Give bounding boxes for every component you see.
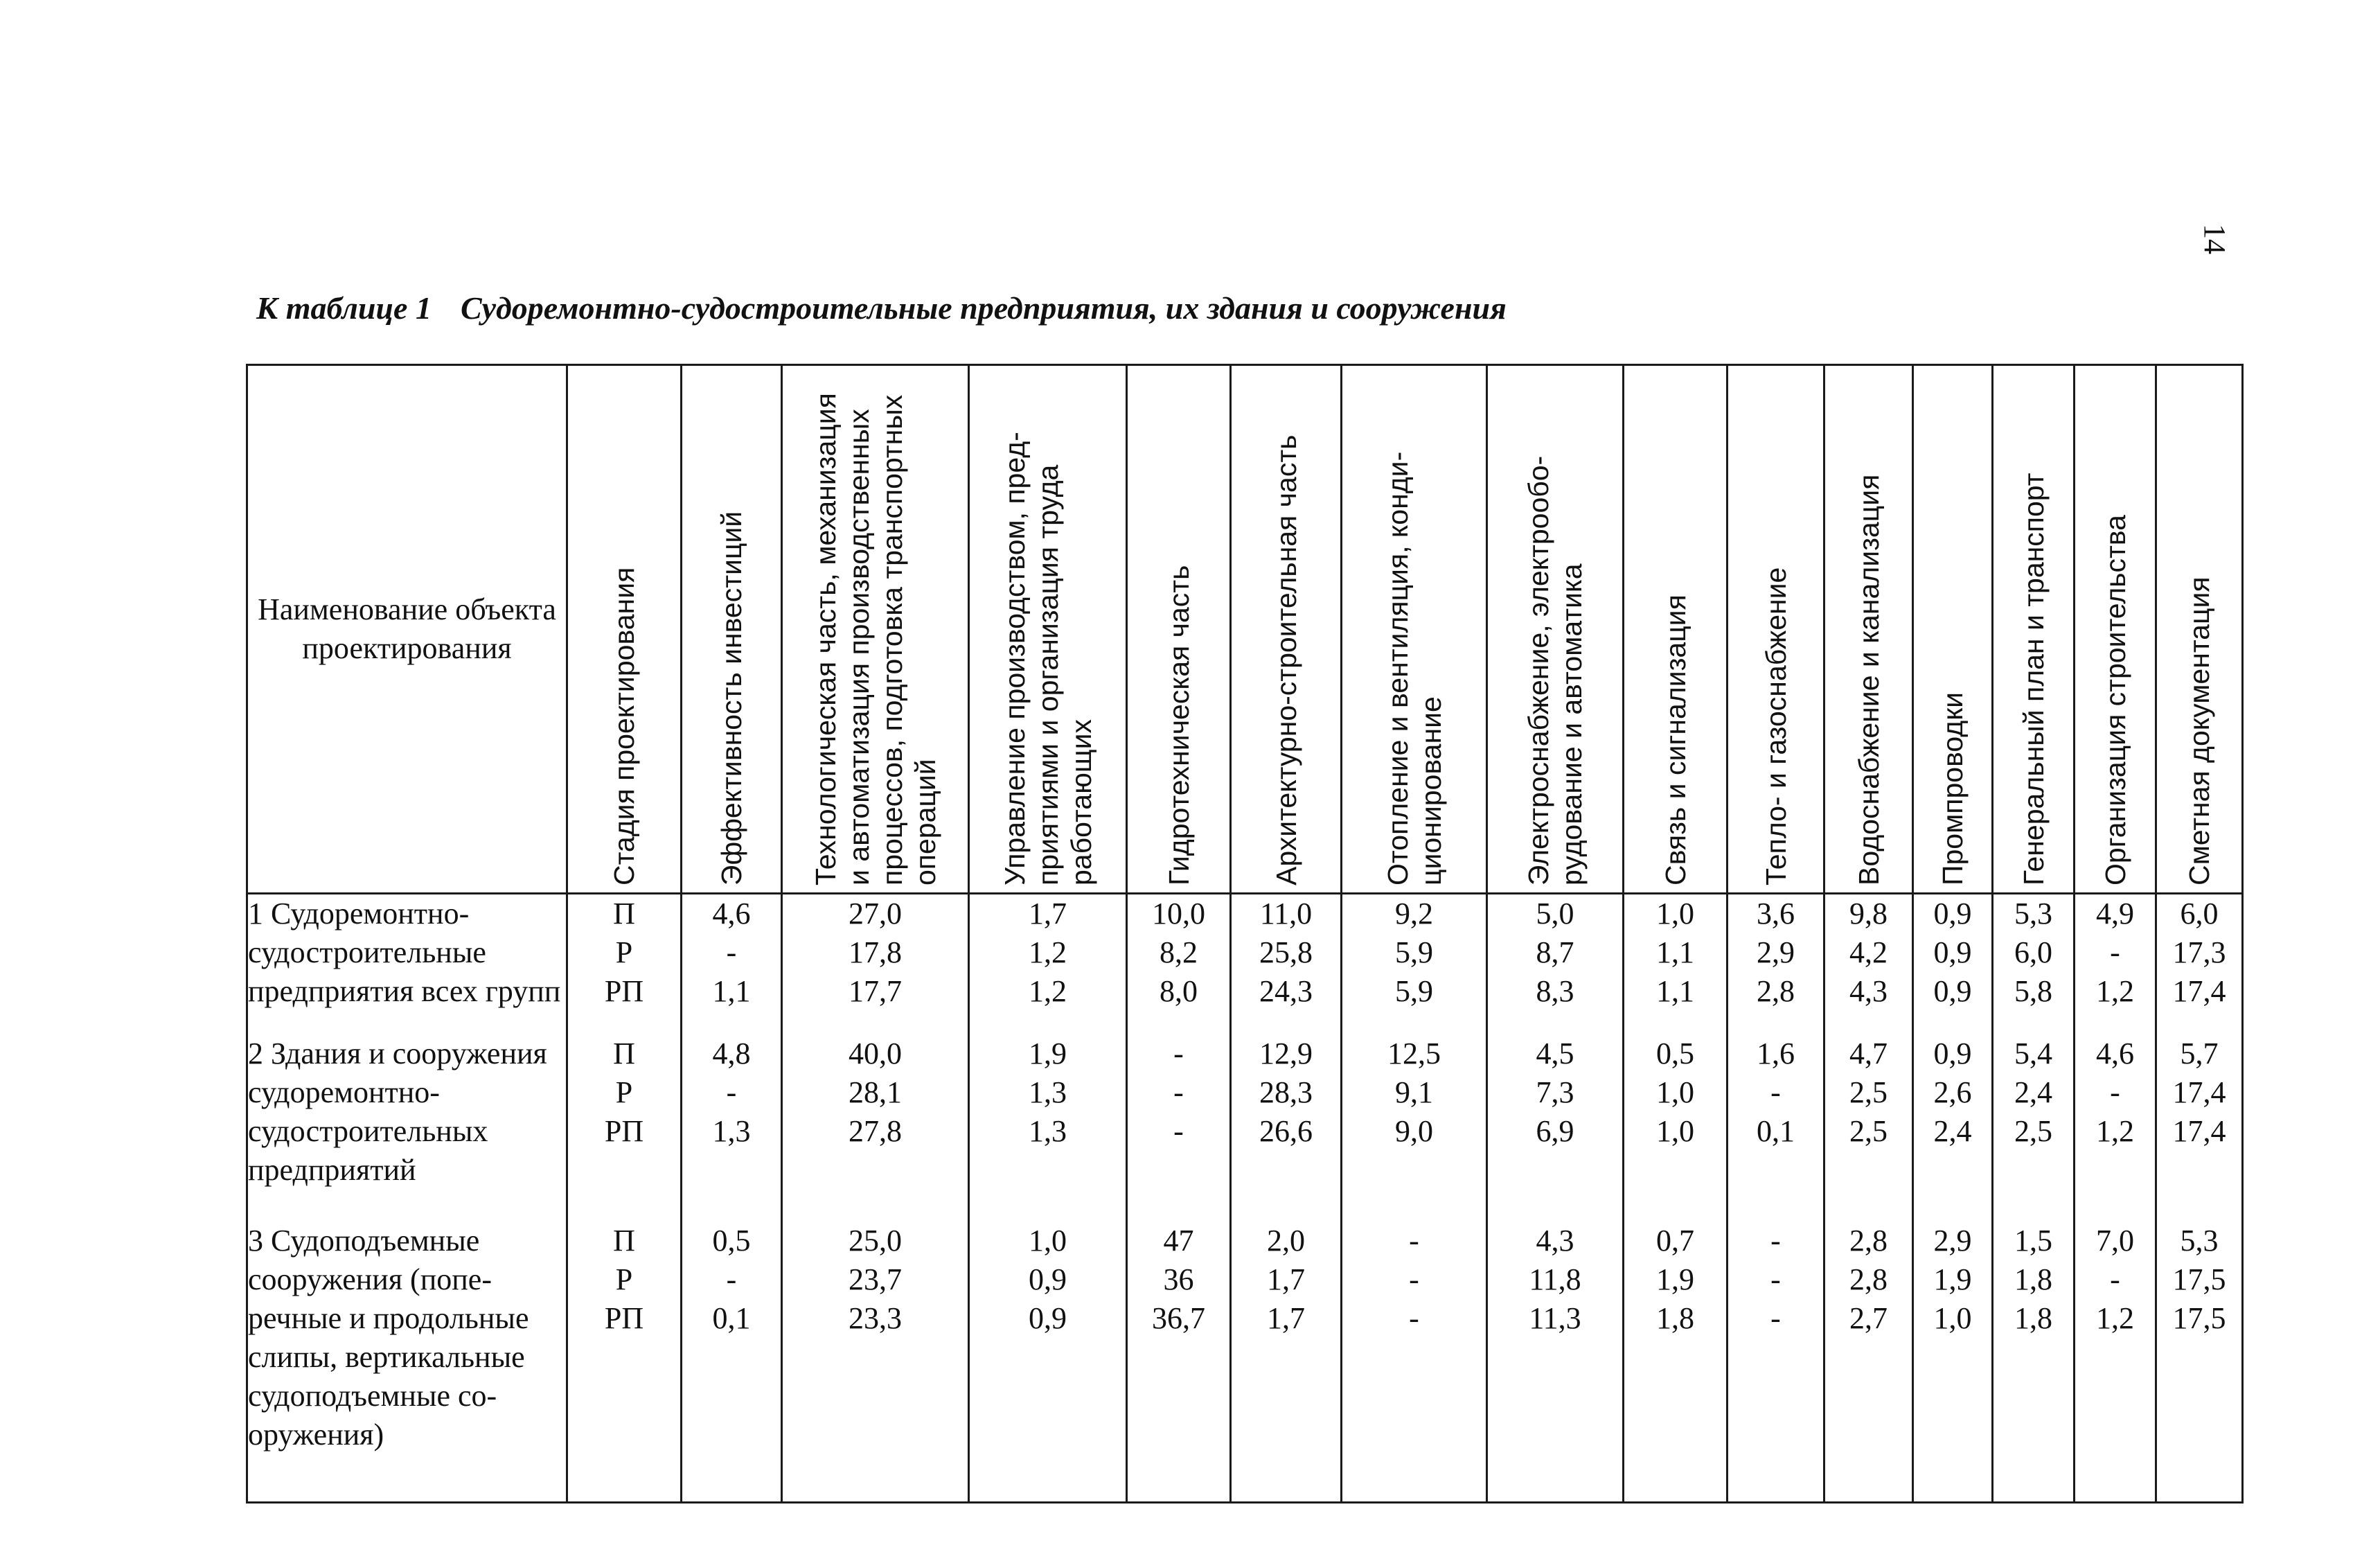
header-text-stage: Стадия проектирования [608,567,640,885]
header-text-hydro: Гидротехническая часть [1162,565,1195,885]
cell-value: 0,1 [1757,1114,1795,1149]
value-cell [1487,1222,1624,1503]
value-cell [1231,1222,1342,1503]
value-cell [1993,1222,2075,1503]
cell-value: 1,0 [1656,1075,1694,1110]
cell-value: 6,0 [2014,935,2052,969]
table-row [247,1222,2243,1503]
cell-value: 1,5 [2014,1223,2052,1258]
table-row [247,1034,2243,1221]
cell-value: 1,9 [1656,1262,1694,1296]
header-text-electrical: Электроснабжение, электрооборудование и автоматика [1522,455,1588,885]
cell-value: 28,3 [1259,1075,1313,1110]
header-text-architecture: Архитектурно-строительная часть [1270,434,1302,885]
cell-value: 1,6 [1757,1037,1795,1071]
header-text-heating: Отопление и вентиляция, кондиционирование [1381,451,1447,885]
cell-value: РП [604,1114,644,1149]
cell-value: 17,3 [2172,935,2226,969]
caption-lead: К таблице 1 [256,290,432,326]
header-col-14 [2075,365,2156,894]
header-text-construction: Организация строительства [2099,515,2131,885]
object-name-cell: 1 Судоремонтно-судостроительные предприятия всех групп [247,894,567,1035]
cell-value: 0,9 [1029,1300,1067,1335]
cell-value: 1,2 [2096,974,2134,1008]
cell-value: 2,4 [1933,1114,1972,1149]
header-text-general-plan: Генеральный план и транспорт [2017,473,2050,885]
cell-value: 2,9 [1933,1223,1972,1258]
cell-value: 27,8 [849,1114,902,1149]
value-cell [1127,894,1231,1035]
value-cell [1127,1034,1231,1221]
cell-value: 0,5 [712,1223,751,1258]
value-cell [1728,1034,1824,1221]
value-cell [1824,1222,1913,1503]
cell-value: 4,9 [2096,897,2134,931]
cell-value: 2,4 [2014,1075,2052,1110]
value-cell [2156,1034,2243,1221]
value-cell [1824,894,1913,1035]
cell-value: - [2110,1075,2120,1110]
cell-value: 1,9 [1933,1262,1972,1296]
cell-value: - [2110,1262,2120,1296]
cell-value: - [1173,1075,1184,1110]
header-col-9 [1624,365,1728,894]
cell-value: 5,4 [2014,1037,2052,1071]
cell-value: 3,6 [1757,897,1795,931]
cell-value: 17,4 [2172,1075,2226,1110]
cell-value: - [1409,1262,1419,1296]
value-cell [969,1222,1127,1503]
header-text-management: Управление производством, предприятиями и организация труда работающих [998,432,1097,885]
cell-value: 28,1 [849,1075,902,1110]
cell-value: - [726,935,737,969]
cell-value: 2,9 [1757,935,1795,969]
requirements-table [246,364,2244,1504]
cell-value: 7,3 [1536,1075,1574,1110]
value-cell [1824,1034,1913,1221]
cell-value: 40,0 [849,1037,902,1071]
value-cell [1342,1034,1487,1221]
cell-value: 1,8 [2014,1300,2052,1335]
value-cell [1487,1034,1624,1221]
cell-value: 7,0 [2096,1223,2134,1258]
header-text-water: Водоснабжение и канализация [1852,474,1885,885]
value-cell [1728,1222,1824,1503]
value-cell [1913,1222,1993,1503]
header-col-1 [567,365,682,894]
value-cell [1231,1034,1342,1221]
header-object-name: Наименование объекта проектирования [247,365,567,894]
cell-value: 0,9 [1933,1037,1972,1071]
value-cell [1728,894,1824,1035]
cell-value: 17,7 [849,974,902,1008]
value-cell [567,894,682,1035]
cell-value: 8,7 [1536,935,1574,969]
cell-value: 1,3 [712,1114,751,1149]
cell-value: 47 [1163,1223,1194,1258]
cell-value: 17,4 [2172,974,2226,1008]
cell-value: - [1173,1114,1184,1149]
header-col-15 [2156,365,2243,894]
cell-value: 1,8 [1656,1300,1694,1335]
cell-value: 0,9 [1029,1262,1067,1296]
header-col-5 [1127,365,1231,894]
cell-value: 17,5 [2172,1262,2226,1296]
value-cell [1624,1222,1728,1503]
value-cell [782,1222,969,1503]
cell-value: 1,7 [1267,1300,1305,1335]
cell-value: 1,1 [1656,974,1694,1008]
cell-value: - [1770,1300,1781,1335]
header-col-12 [1913,365,1993,894]
header-text-piping: Промпроводки [1937,691,1969,885]
cell-value: - [726,1262,737,1296]
value-cell [1913,1034,1993,1221]
cell-value: Р [615,1262,633,1296]
cell-value: 8,0 [1160,974,1198,1008]
value-cell [1624,894,1728,1035]
cell-value: 2,5 [1849,1075,1888,1110]
cell-value: 1,3 [1029,1114,1067,1149]
cell-value: 1,0 [1656,897,1694,931]
header-col-13 [1993,365,2075,894]
cell-value: 8,2 [1160,935,1198,969]
cell-value: РП [604,1300,644,1335]
header-col-10 [1728,365,1824,894]
cell-value: 6,9 [1536,1114,1574,1149]
header-text-investment: Эффективность инвестиций [716,511,747,885]
value-cell [1993,894,2075,1035]
cell-value: - [1770,1075,1781,1110]
cell-value: 1,0 [1656,1114,1694,1149]
value-cell [1624,1034,1728,1221]
cell-value: 10,0 [1152,897,1205,931]
cell-value: 4,5 [1536,1037,1574,1071]
cell-value: 5,9 [1395,935,1433,969]
cell-value: - [726,1075,737,1110]
cell-value: 6,0 [2180,897,2219,931]
cell-value: 0,1 [712,1300,751,1335]
cell-value: 1,2 [2096,1300,2134,1335]
cell-value: 9,2 [1395,897,1433,931]
value-cell [1127,1222,1231,1503]
cell-value: 2,6 [1933,1075,1972,1110]
header-col-3 [782,365,969,894]
cell-value: 5,0 [1536,897,1574,931]
cell-value: 11,0 [1259,897,1313,931]
cell-value: 0,9 [1933,897,1972,931]
cell-value: 0,9 [1933,935,1972,969]
cell-value: - [1770,1223,1781,1258]
cell-value: - [1770,1262,1781,1296]
cell-value: 5,3 [2014,897,2052,931]
cell-value: 11,8 [1529,1262,1581,1296]
header-col-11 [1824,365,1913,894]
cell-value: 36,7 [1152,1300,1205,1335]
cell-value: 11,3 [1529,1300,1581,1335]
cell-value: 2,8 [1849,1262,1888,1296]
table-body [247,894,2243,1503]
cell-value: РП [604,974,644,1008]
cell-value: 5,8 [2014,974,2052,1008]
value-cell [2156,894,2243,1035]
value-cell [2075,1034,2156,1221]
cell-value: 17,5 [2172,1300,2226,1335]
value-cell [2156,1222,2243,1503]
cell-value: 2,0 [1267,1223,1305,1258]
cell-value: 1,8 [2014,1262,2052,1296]
cell-value: 1,9 [1029,1037,1067,1071]
cell-value: 2,5 [1849,1114,1888,1149]
cell-value: 4,6 [2096,1037,2134,1071]
cell-value: 4,7 [1849,1037,1888,1071]
value-cell [782,1034,969,1221]
cell-value: 2,8 [1849,1223,1888,1258]
cell-value: 1,0 [1029,1223,1067,1258]
page-number: 14 [2198,224,2232,254]
header-text-gas: Тепло- и газоснабжение [1759,567,1792,885]
cell-value: 36 [1163,1262,1194,1296]
cell-value: 9,1 [1395,1075,1433,1110]
cell-value: 1,2 [2096,1114,2134,1149]
value-cell [682,1034,782,1221]
caption-title: Судоремонтно-судостроительные предприятия, их здания и сооружения [460,290,1507,326]
header-text-communication: Связь и сигнализация [1659,594,1691,885]
cell-value: 1,7 [1029,897,1067,931]
cell-value: 5,3 [2180,1223,2219,1258]
cell-value: П [613,1037,635,1071]
cell-value: 12,5 [1387,1037,1441,1071]
cell-value: 1,2 [1029,935,1067,969]
cell-value: 5,9 [1395,974,1433,1008]
value-cell [2075,894,2156,1035]
cell-value: - [1409,1223,1419,1258]
cell-value: 0,5 [1656,1037,1694,1071]
cell-value: - [1409,1300,1419,1335]
cell-value: 25,8 [1259,935,1313,969]
value-cell [969,894,1127,1035]
value-cell [2075,1222,2156,1503]
cell-value: 5,7 [2180,1037,2219,1071]
table-row [247,894,2243,1035]
cell-value: 9,0 [1395,1114,1433,1149]
cell-value: 2,8 [1757,974,1795,1008]
cell-value: 2,7 [1849,1300,1888,1335]
cell-value: - [1173,1037,1184,1071]
cell-value: П [613,897,635,931]
header-col-7 [1342,365,1487,894]
cell-value: 1,3 [1029,1075,1067,1110]
value-cell [567,1034,682,1221]
cell-value: 12,9 [1259,1037,1313,1071]
cell-value: 1,1 [1656,935,1694,969]
cell-value: 0,9 [1933,974,1972,1008]
cell-value: 23,3 [849,1300,902,1335]
value-cell [969,1034,1127,1221]
header-col-2 [682,365,782,894]
cell-value: 24,3 [1259,974,1313,1008]
cell-value: - [2110,935,2120,969]
cell-value: 4,8 [712,1037,751,1071]
cell-value: Р [615,935,633,969]
value-cell [1342,894,1487,1035]
header-row [247,365,2243,894]
cell-value: 8,3 [1536,974,1574,1008]
value-cell [1913,894,1993,1035]
header-col-8 [1487,365,1624,894]
value-cell [682,1222,782,1503]
cell-value: 25,0 [849,1223,902,1258]
cell-value: 1,2 [1029,974,1067,1008]
cell-value: П [613,1223,635,1258]
header-col-4 [969,365,1127,894]
value-cell [1342,1222,1487,1503]
cell-value: 23,7 [849,1262,902,1296]
table-caption [256,290,1507,326]
header-col-6 [1231,365,1342,894]
cell-value: 1,0 [1933,1300,1972,1335]
cell-value: 2,5 [2014,1114,2052,1149]
object-name-cell: 2 Здания и сооружения судоремонтно-судостроительных предприятий [247,1034,567,1221]
value-cell [1487,894,1624,1035]
cell-value: 4,3 [1536,1223,1574,1258]
cell-value: 17,8 [849,935,902,969]
header-text-estimate: Сметная документация [2183,576,2215,885]
cell-value: 4,2 [1849,935,1888,969]
value-cell [1231,894,1342,1035]
cell-value: 1,7 [1267,1262,1305,1296]
object-name-cell: 3 Судоподъемные сооружения (поперечные и продольные слипы, вертикальные судоподъемные сооружения) [247,1222,567,1503]
cell-value: 4,6 [712,897,751,931]
cell-value: Р [615,1075,633,1110]
value-cell [782,894,969,1035]
header-text-technology: Технологическая часть, механизация и автоматизация производственных процессов, подготовка транспортных операций [809,393,941,885]
cell-value: 1,1 [712,974,751,1008]
cell-value: 27,0 [849,897,902,931]
cell-value: 26,6 [1259,1114,1313,1149]
cell-value: 17,4 [2172,1114,2226,1149]
cell-value: 9,8 [1849,897,1888,931]
cell-value: 0,7 [1656,1223,1694,1258]
cell-value: 4,3 [1849,974,1888,1008]
value-cell [1993,1034,2075,1221]
value-cell [567,1222,682,1503]
value-cell [682,894,782,1035]
